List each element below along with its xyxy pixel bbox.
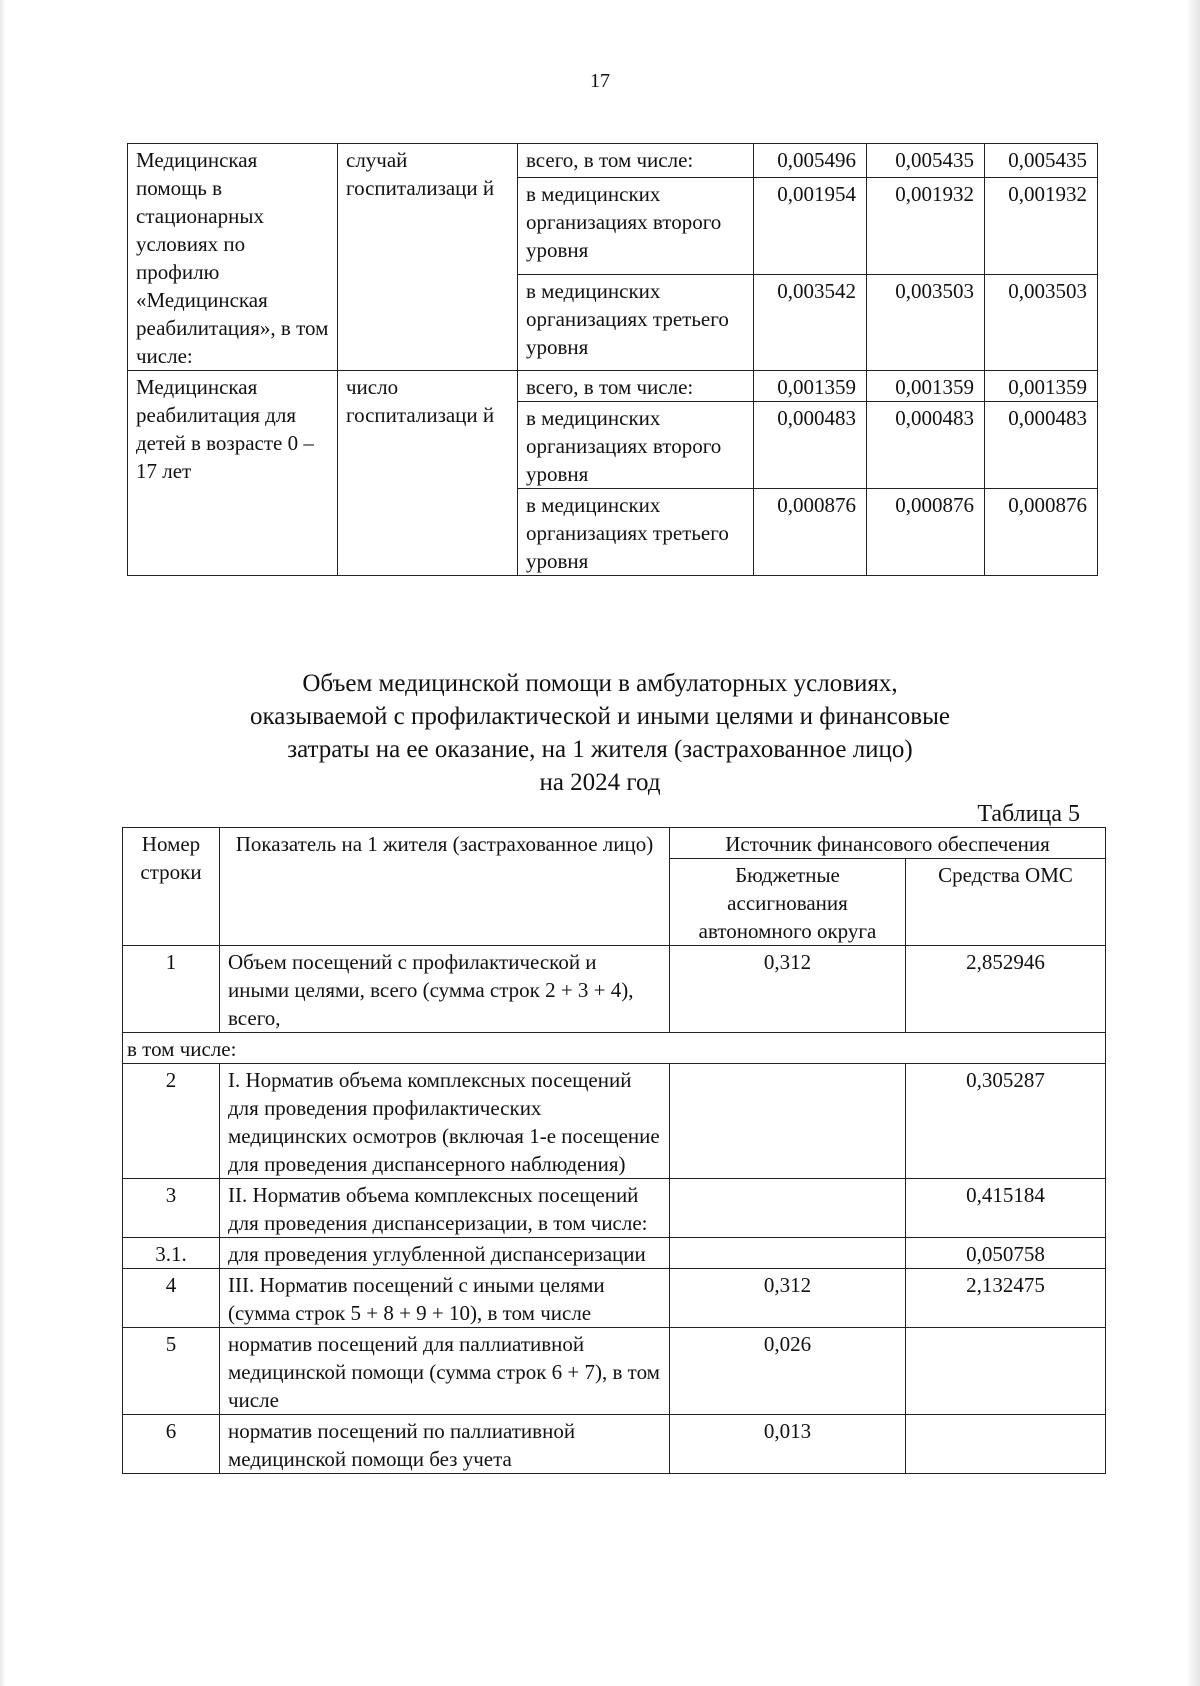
value-cell: 0,000876 [754,489,867,576]
row-text: норматив посещений для паллиативной медицинской помощи (сумма строк 6 + 7), в том числе [220,1328,670,1415]
row-text: III. Норматив посещений с иными целями (сумма строк 5 + 8 + 9 + 10), в том числе [220,1269,670,1328]
row-label: всего, в том числе: [518,144,754,178]
value-cell: 0,000483 [754,402,867,489]
value-cell: 0,000483 [867,402,985,489]
budget-value: 0,013 [670,1415,906,1474]
value-cell: 0,000876 [867,489,985,576]
table-row [123,1328,1106,1415]
group-name: Медицинская реабилитация для детей в возрасте 0 – 17 лет [128,371,338,576]
oms-value: 2,132475 [906,1269,1106,1328]
scan-edge-right [1186,0,1200,1686]
row-number: 3.1. [123,1238,220,1269]
page-number: 17 [590,70,610,92]
row-label: в медицинских организациях третьего уровня [518,274,754,370]
row-text: норматив посещений по паллиативной медицинской помощи без учета [220,1415,670,1474]
row-label: в медицинских организациях второго уровня [518,402,754,489]
header-indicator: Показатель на 1 жителя (застрахованное лицо) [220,828,670,946]
table-row [123,1415,1106,1474]
section-title-line: затраты на ее оказание, на 1 жителя (застрахованное лицо) [287,736,913,763]
budget-value [670,1179,906,1238]
section-title-line: на 2024 год [539,769,661,796]
group-name: Медицинская помощь в стационарных условиях по профилю «Медицинская реабилитация», в том числе: [128,144,338,371]
header-row-number: Номер строки [123,828,220,946]
section-title-line: Объем медицинской помощи в амбулаторных условиях, [302,670,898,697]
group-unit: число госпитализаци й [338,371,518,576]
value-cell: 0,001359 [754,371,867,402]
row-text: I. Норматив объема комплексных посещений для проведения профилактических медицинских осмотров (включая 1-е посещение для проведения диспансерного наблюдения) [220,1064,670,1179]
budget-value: 0,312 [670,946,906,1033]
row-label: в медицинских организациях третьего уровня [518,489,754,576]
row-number: 1 [123,946,220,1033]
row-number: 5 [123,1328,220,1415]
header-funding-source: Источник финансового обеспечения [670,828,1106,859]
oms-value: 2,852946 [906,946,1106,1033]
oms-value: 0,050758 [906,1238,1106,1269]
group-unit: случай госпитализаци й [338,144,518,371]
row-text: II. Норматив объема комплексных посещений для проведения диспансеризации, в том числе: [220,1179,670,1238]
section-title [0,667,1200,799]
value-cell: 0,005496 [754,144,867,178]
row-number: 4 [123,1269,220,1328]
budget-value: 0,026 [670,1328,906,1415]
header-budget: Бюджетные ассигнования автономного округа [670,859,906,946]
oms-value [906,1415,1106,1474]
oms-value: 0,415184 [906,1179,1106,1238]
row-number: 6 [123,1415,220,1474]
table-row [123,946,1106,1033]
subheader-text: в том числе: [123,1033,1106,1064]
row-label: в медицинских организациях второго уровня [518,178,754,274]
table-label: Таблица 5 [977,801,1080,827]
value-cell: 0,005435 [867,144,985,178]
budget-value [670,1064,906,1179]
oms-value [906,1328,1106,1415]
budget-value: 0,312 [670,1269,906,1328]
row-number: 3 [123,1179,220,1238]
row-text: для проведения углубленной диспансеризации [220,1238,670,1269]
value-cell: 0,001359 [985,371,1098,402]
table-row [128,371,1098,402]
table-row [123,1238,1106,1269]
scan-edge-left [0,0,6,1686]
header-oms: Средства ОМС [906,859,1106,946]
header-row [123,828,1106,859]
value-cell: 0,005435 [985,144,1098,178]
value-cell: 0,001932 [867,178,985,274]
value-cell: 0,003542 [754,274,867,370]
subheader-row [123,1033,1106,1064]
table-row [123,1064,1106,1179]
value-cell: 0,003503 [985,274,1098,370]
table-row [123,1179,1106,1238]
value-cell: 0,003503 [867,274,985,370]
row-text: Объем посещений с профилактической и иными целями, всего (сумма строк 2 + 3 + 4), всего, [220,946,670,1033]
table-row [128,144,1098,178]
table-row [123,1269,1106,1328]
hospital-rehab-table [127,143,1098,576]
budget-value [670,1238,906,1269]
section-title-line: оказываемой с профилактической и иными целями и финансовые [250,703,950,730]
value-cell: 0,000876 [985,489,1098,576]
oms-value: 0,305287 [906,1064,1106,1179]
value-cell: 0,001359 [867,371,985,402]
value-cell: 0,000483 [985,402,1098,489]
row-number: 2 [123,1064,220,1179]
ambulatory-visits-table [122,827,1106,1474]
value-cell: 0,001954 [754,178,867,274]
row-label: всего, в том числе: [518,371,754,402]
value-cell: 0,001932 [985,178,1098,274]
